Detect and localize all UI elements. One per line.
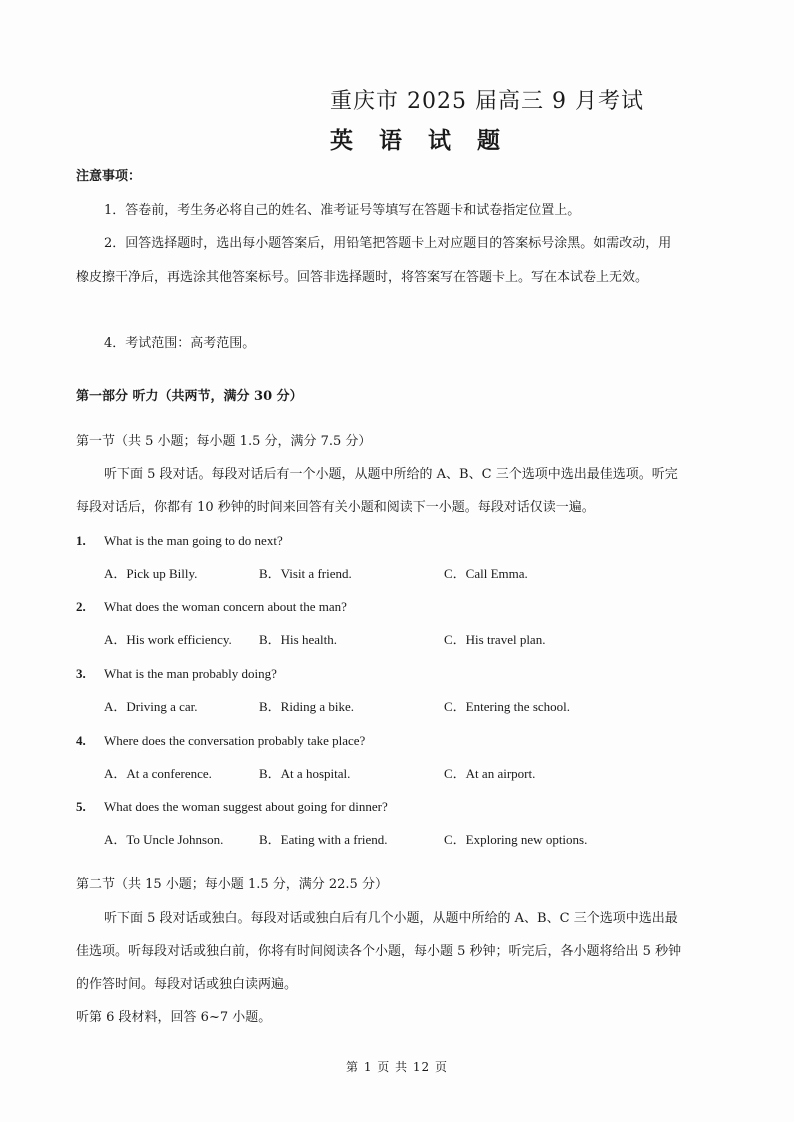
section1-intro-line-2: 每段对话后，你都有 10 秒钟的时间来回答有关小题和阅读下一小题。每段对话仅读一遍。	[76, 500, 595, 515]
question-1-option-a: A．Pick up Billy.	[104, 566, 198, 581]
page-number-footer: 第 1 页 共 12 页	[346, 1060, 448, 1074]
question-1-option-b: B．Visit a friend.	[259, 566, 352, 581]
question-3-option-c: C．Entering the school.	[444, 699, 571, 714]
section1-heading: 第一节（共 5 小题；每小题 1.5 分，满分 7.5 分）	[76, 434, 372, 449]
notice-item-4: 4．考试范围：高考范围。	[104, 336, 256, 351]
section1-intro-line-1: 听下面 5 段对话。每段对话后有一个小题，从题中所给的 A、B、C 三个选项中选出最佳选项。听完	[104, 467, 678, 482]
question-1-option-c: C．Call Emma.	[444, 566, 528, 581]
section2-intro-line-1: 听下面 5 段对话或独白。每段对话或独白后有几个小题，从题中所给的 A、B、C 三个选项中选出最	[104, 911, 678, 926]
question-5-option-b: B．Eating with a friend.	[259, 832, 388, 847]
section2-heading: 第二节（共 15 小题；每小题 1.5 分，满分 22.5 分）	[76, 877, 388, 892]
question-4-option-b: B．At a hospital.	[259, 766, 351, 781]
notice-heading: 注意事项：	[76, 169, 142, 184]
question-3-option-a: A．Driving a car.	[104, 699, 198, 714]
question-3-number: 3.	[76, 666, 86, 681]
question-5-text: What does the woman suggest about going for dinner?	[104, 799, 388, 814]
question-4-option-c: C．At an airport.	[444, 766, 536, 781]
question-4-text: Where does the conversation probably take place?	[104, 733, 366, 748]
question-1-number: 1.	[76, 533, 86, 548]
notice-item-2-line-2: 橡皮擦干净后，再选涂其他答案标号。回答非选择题时，将答案写在答题卡上。写在本试卷上无效。	[76, 270, 649, 285]
question-2-option-c: C．His travel plan.	[444, 632, 546, 647]
notice-item-2-line-1: 2．回答选择题时，选出每小题答案后，用铅笔把答题卡上对应题目的答案标号涂黑。如需改动，用	[104, 236, 672, 251]
question-3-text: What is the man probably doing?	[104, 666, 277, 681]
question-4-number: 4.	[76, 733, 86, 748]
material-6-instruction: 听第 6 段材料，回答 6~7 小题。	[76, 1010, 272, 1025]
exam-title: 重庆市 2025 届高三 9 月考试	[330, 89, 644, 114]
question-1-text: What is the man going to do next?	[104, 533, 283, 548]
question-4-option-a: A．At a conference.	[104, 766, 212, 781]
question-2-text: What does the woman concern about the man?	[104, 599, 347, 614]
question-5-number: 5.	[76, 799, 86, 814]
question-2-option-a: A．His work efficiency.	[104, 632, 232, 647]
section2-intro-line-3: 的作答时间。每段对话或独白读两遍。	[76, 977, 298, 992]
section2-intro-line-2: 佳选项。听每段对话或独白前，你将有时间阅读各个小题，每小题 5 秒钟；听完后，各小题将给出 5 秒钟	[76, 944, 682, 959]
question-5-option-a: A．To Uncle Johnson.	[104, 832, 224, 847]
exam-subtitle: 英 语 试 题	[330, 127, 510, 154]
part1-heading: 第一部分 听力（共两节，满分 30 分）	[76, 389, 303, 404]
question-2-number: 2.	[76, 599, 86, 614]
question-2-option-b: B．His health.	[259, 632, 337, 647]
question-3-option-b: B．Riding a bike.	[259, 699, 354, 714]
notice-item-1: 1．答卷前，考生务必将自己的姓名、准考证号等填写在答题卡和试卷指定位置上。	[104, 203, 581, 218]
question-5-option-c: C．Exploring new options.	[444, 832, 588, 847]
